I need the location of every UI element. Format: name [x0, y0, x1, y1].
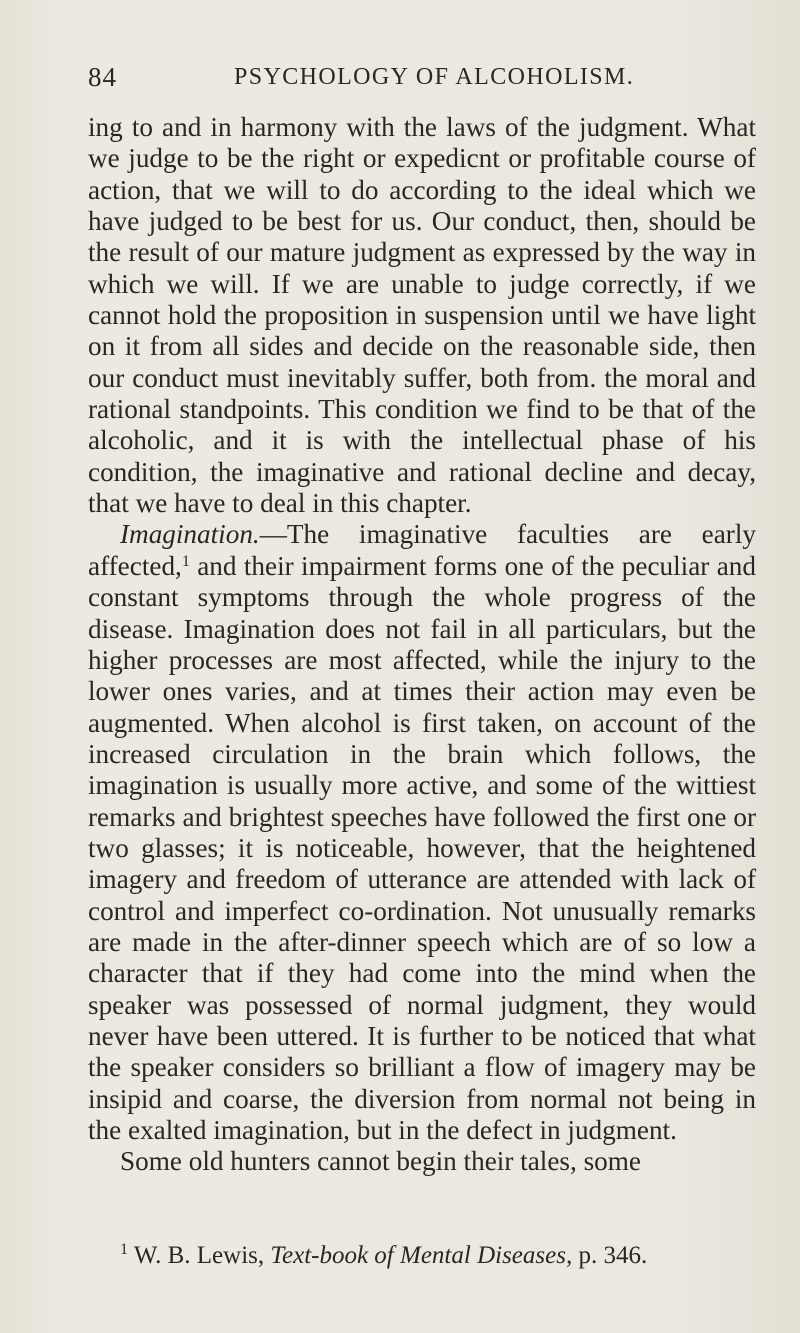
footnote-marker: 1 [181, 552, 190, 570]
footnote [120, 1241, 760, 1271]
section-lead-imagination: Imagination. [120, 519, 260, 550]
paragraph-hunters: Some old hunters cannot begin their tales, some [120, 1146, 641, 1177]
running-title: PSYCHOLOGY OF ALCOHOLISM. [234, 64, 635, 90]
footnote-number: 1 [120, 1241, 128, 1258]
paragraph-text-part2: and their impairment forms one of the peculiar and constant symptoms through the whole progress of the disease. Imagination does not fail in all particulars, but the higher processes are most affected, while the injury to the lower ones varies, and at times their action may even be augmented. When alcohol is first taken, on account of the increased circulation in the brain which follows, the imagination is usually more active, and some of the wittiest remarks and brightest speeches have followed the first one or two glasses; it is noticeable, however, that the heightened imagery and freedom of utterance are attended with lack of control and imperfect co-ordination. Not unusually remarks are made in the after-dinner speech which are of so low a character that if they had come into the mind when the speaker was possessed of normal judgment, they would never have been uttered. It is further to be noticed that what the speaker considers so brilliant a flow of imagery may be insipid and coarse, the diversion from normal not being in the exalted imagination, but in the defect in judgment. [88, 550, 756, 1145]
footnote-page: p. 346. [578, 1242, 648, 1269]
footnote-book-title: Text-book of Mental Diseases, [270, 1242, 573, 1269]
page-body [88, 112, 756, 1178]
paragraph-text-part1: —The imaginative faculties are early affected, [88, 519, 756, 581]
paragraph-continuation: ing to and in harmony with the laws of the judgment. What we judge to be the right or expedicnt or profitable course of action, that we will to do according to the ideal which we have judged to be best for us. Our conduct, then, should be the result of our mature judgment as expressed by the way in which we will. If we are unable to judge correctly, if we cannot hold the proposition in suspension until we have light on it from all sides and decide on the reasonable side, then our conduct must inevitably suffer, both from. the moral and rational standpoints. This condition we find to be that of the alcoholic, and it is with the intellectual phase of his condition, the imaginative and rational decline and decay, that we have to deal in this chapter. [88, 112, 756, 519]
footnote-author: W. B. Lewis, [133, 1242, 265, 1269]
page-number: 84 [88, 62, 117, 92]
paragraph-imagination [88, 519, 756, 1146]
page-header [88, 62, 728, 98]
